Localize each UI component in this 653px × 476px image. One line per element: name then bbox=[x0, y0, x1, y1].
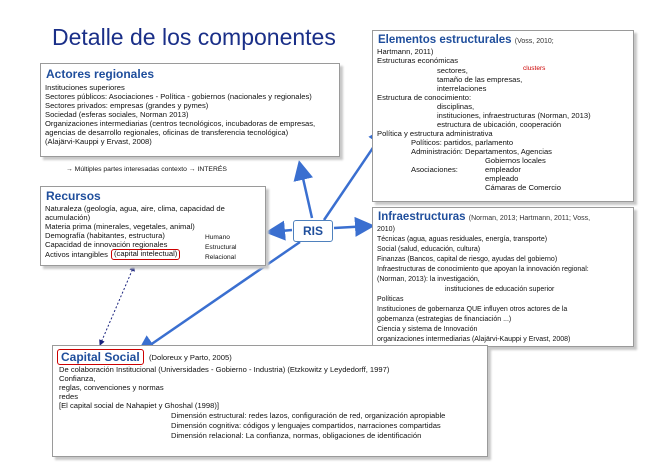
recursos-line: Activos intangibles bbox=[45, 250, 108, 259]
capital-line: Dimensión estructural: redes lazos, configuración de red, organización apropiable bbox=[171, 411, 446, 420]
dotted-link bbox=[100, 266, 134, 345]
actores-line: Sociedad (esferas sociales, Norman 2013) bbox=[45, 110, 189, 119]
page-title: Detalle de los componentes bbox=[52, 24, 336, 50]
elementos-box bbox=[372, 30, 634, 202]
infra-line: organizaciones intermediarias (Alajärvi-Kauppi y Ervast, 2008) bbox=[377, 336, 571, 343]
elementos-line: Cámaras de Comercio bbox=[485, 183, 561, 192]
recursos-line: Materia prima (minerales, vegetales, animal) bbox=[45, 222, 195, 231]
arrow-to-recursos bbox=[270, 230, 292, 232]
elementos-title: Elementos estructurales bbox=[378, 34, 512, 46]
elementos-line: Estructuras económicas bbox=[377, 56, 459, 65]
recursos-side: Estructural bbox=[205, 244, 237, 251]
capital-title: Capital Social bbox=[57, 349, 144, 365]
recursos-line: Capacidad de innovación regionales bbox=[45, 240, 168, 249]
infra-line: Políticas bbox=[377, 296, 404, 303]
infra-line: Infraestructuras de conocimiento que apoyan la innovación regional: bbox=[377, 266, 589, 273]
actores-line: Sectores privados: empresas (grandes y pymes) bbox=[45, 101, 209, 110]
capital-cite: (Doloreux y Parto, 2005) bbox=[149, 353, 232, 362]
elementos-line: Administración: Departamentos, Agencias bbox=[411, 147, 552, 156]
recursos-line: acumulación) bbox=[45, 213, 91, 222]
ris-node: RIS bbox=[293, 220, 333, 242]
elementos-line: estructura de ubicación, cooperación bbox=[437, 120, 562, 129]
elementos-line: empleador bbox=[485, 165, 521, 174]
elementos-cite2: Hartmann, 2011) bbox=[377, 47, 434, 56]
elementos-line: instituciones, infraestructuras (Norman, 2013) bbox=[437, 111, 591, 120]
infra-line: Finanzas (Bancos, capital de riesgo, ayudas del gobierno) bbox=[377, 256, 558, 263]
infra-line: Social (salud, educación, cultura) bbox=[377, 246, 481, 253]
elementos-line: interrelaciones bbox=[437, 84, 487, 93]
actores-title: Actores regionales bbox=[46, 67, 155, 81]
actores-line: Sectores públicos: Asociaciones - Política - gobiernos (nacionales y regionales) bbox=[45, 92, 312, 101]
infra-line: Técnicas (agua, aguas residuales, energía, transporte) bbox=[377, 236, 548, 243]
arrow-to-elementos bbox=[300, 165, 312, 218]
capital-line: reglas, convenciones y normas bbox=[59, 383, 164, 392]
infra-line: 2010) bbox=[377, 226, 395, 233]
actores-line: Instituciones superiores bbox=[45, 83, 125, 92]
elementos-line: tamaño de las empresas, bbox=[437, 75, 523, 84]
capital-line: Confianza, bbox=[59, 374, 96, 383]
infra-line: (Norman, 2013): la investigación, bbox=[377, 276, 480, 283]
elementos-line: Políticos: partidos, parlamento bbox=[411, 138, 514, 147]
actores-line: (Alajärvi-Kauppi y Ervast, 2008) bbox=[45, 137, 152, 146]
recursos-box bbox=[40, 186, 266, 266]
infra-box bbox=[372, 207, 634, 347]
recursos-side: Humano bbox=[205, 234, 230, 241]
elementos-line: Política y estructura administrativa bbox=[377, 129, 493, 138]
capital-line: Dimensión cognitiva: códigos y lenguajes compartidos, narraciones compartidas bbox=[171, 421, 441, 430]
recursos-line: Naturaleza (geología, agua, aire, clima, capacidad de bbox=[45, 204, 225, 213]
infra-line: Instituciones de gobernanza QUE influyen otros actores de la bbox=[377, 306, 568, 313]
infra-line: gobernanza (estrategias de financiación ...) bbox=[377, 316, 512, 323]
capital-box bbox=[52, 345, 488, 457]
elementos-line: Estructura de conocimiento: bbox=[377, 93, 472, 102]
elementos-line: empleado bbox=[485, 174, 519, 183]
elementos-line: sectores, bbox=[437, 66, 468, 75]
arrow-to-infra bbox=[334, 226, 370, 228]
clusters-note: clusters bbox=[523, 65, 546, 72]
capital-intelectual-highlight: (capital intelectual) bbox=[111, 249, 180, 260]
capital-line: De colaboración Institucional (Universidades - Gobierno - Industria) (Etzkowitz y Leydedorff, 1997) bbox=[59, 365, 390, 374]
recursos-side: Relacional bbox=[205, 254, 236, 261]
actores-note: → Múltiples partes interesadas contexto → INTERÉS bbox=[66, 166, 227, 173]
capital-line: Dimensión relacional: La confianza, normas, obligaciones de identificación bbox=[171, 431, 422, 440]
elementos-line: Asociaciones: bbox=[411, 165, 458, 174]
actores-line: agencias de desarrollo regionales, oficinas de transferencia tecnológica) bbox=[45, 128, 289, 137]
recursos-title: Recursos bbox=[46, 189, 101, 203]
infra-title: Infraestructuras bbox=[378, 211, 466, 223]
actores-line: Organizaciones intermediarias (centros tecnológicos, incubadoras de empresas, bbox=[45, 119, 316, 128]
capital-line: redes bbox=[59, 392, 78, 401]
capital-line: [El capital social de Nahapiet y Ghoshal (1998)] bbox=[59, 401, 219, 410]
elementos-cite: (Voss, 2010; bbox=[514, 38, 554, 45]
infra-line: Ciencia y sistema de Innovación bbox=[377, 326, 478, 333]
recursos-line: Demografía (habitantes, estructura) bbox=[45, 231, 165, 240]
elementos-line: Gobiernos locales bbox=[485, 156, 546, 165]
infra-cite: (Norman, 2013; Hartmann, 2011; Voss, bbox=[468, 215, 591, 222]
elementos-line: disciplinas, bbox=[437, 102, 475, 111]
infra-line: instituciones de educación superior bbox=[445, 286, 555, 293]
actores-box bbox=[40, 63, 340, 157]
